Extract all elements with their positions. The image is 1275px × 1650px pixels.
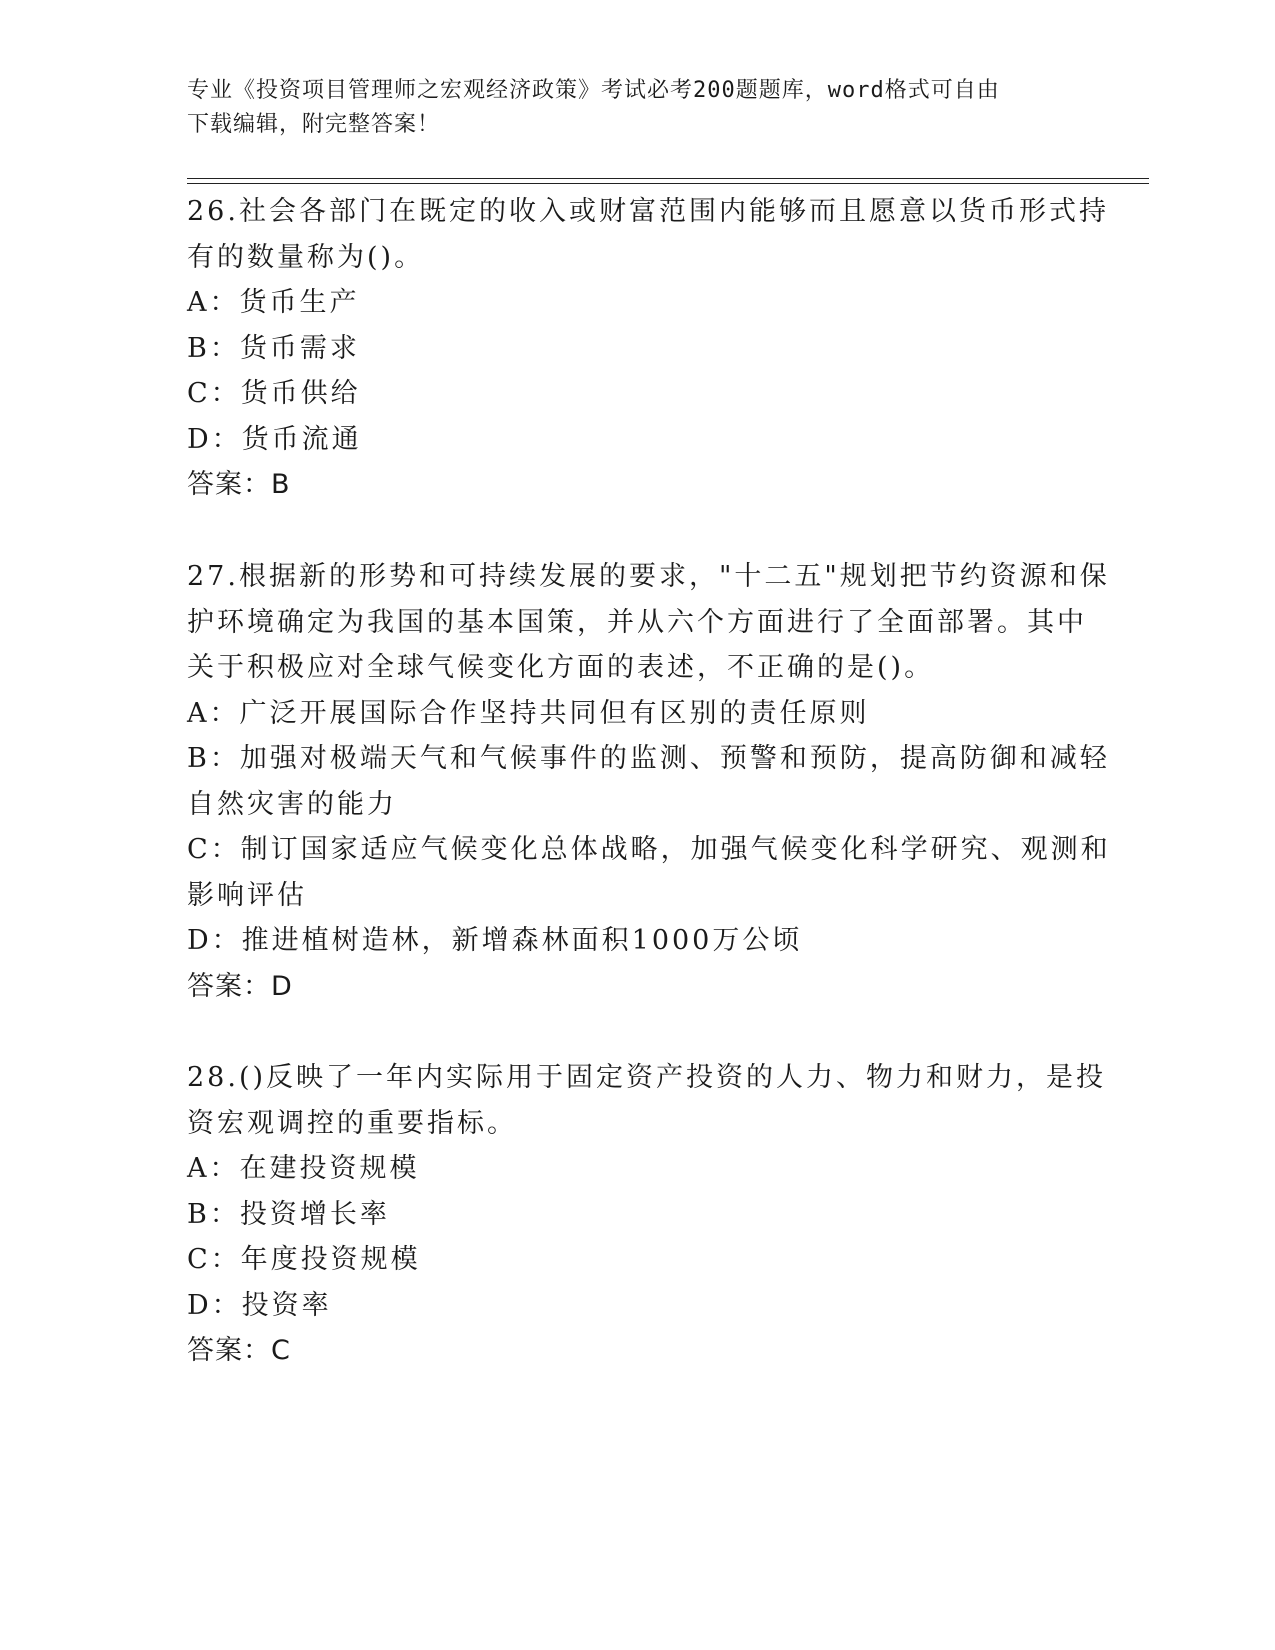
option-a: A：货币生产 xyxy=(187,287,360,318)
header-divider xyxy=(187,183,1149,184)
question-stem-line: 护环境确定为我国的基本国策，并从六个方面进行了全面部署。其中 xyxy=(187,606,1087,638)
option-b: B：加强对极端天气和气候事件的监测、预警和预防，提高防御和减轻 xyxy=(187,743,1110,774)
option-a: A：广泛开展国际合作坚持共同但有区别的责任原则 xyxy=(187,697,870,729)
option-d: D：推进植树造林，新增森林面积1000万公顷 xyxy=(187,925,803,956)
option-b: B：货币需求 xyxy=(187,332,360,364)
option-b-continued: 自然灾害的能力 xyxy=(187,788,397,820)
option-d: D：投资率 xyxy=(187,1289,332,1321)
document-header xyxy=(187,74,1087,142)
option-c-continued: 影响评估 xyxy=(187,879,307,911)
question-stem-line: 26.社会各部门在既定的收入或财富范围内能够而且愿意以货币形式持 xyxy=(187,196,1109,227)
answer-line: 答案：B xyxy=(187,469,291,500)
question-stem-line: 27.根据新的形势和可持续发展的要求，"十二五"规划把节约资源和保 xyxy=(187,561,1110,592)
question-block xyxy=(187,189,1109,508)
option-c: C：制订国家适应气候变化总体战略，加强气候变化科学研究、观测和 xyxy=(187,834,1111,865)
option-d: D：货币流通 xyxy=(187,423,362,455)
option-b: B：投资增长率 xyxy=(187,1198,390,1230)
answer-line: 答案：D xyxy=(187,970,293,1002)
header-line: 专业《投资项目管理师之宏观经济政策》考试必考200题题库，word格式可自由 xyxy=(187,78,1000,103)
answer-line: 答案：C xyxy=(187,1335,291,1366)
header-divider xyxy=(187,178,1149,179)
question-stem-line: 关于积极应对全球气候变化方面的表述，不正确的是()。 xyxy=(187,652,935,683)
question-stem-line: 28.()反映了一年内实际用于固定资产投资的人力、物力和财力，是投 xyxy=(187,1062,1107,1093)
option-c: C：货币供给 xyxy=(187,378,361,409)
question-stem-line: 有的数量称为()。 xyxy=(187,241,425,273)
header-line: 下载编辑，附完整答案！ xyxy=(187,112,441,137)
question-stem-line: 资宏观调控的重要指标。 xyxy=(187,1107,517,1139)
question-block xyxy=(187,554,1111,1009)
question-block xyxy=(187,1055,1107,1374)
option-a: A：在建投资规模 xyxy=(187,1153,420,1184)
option-c: C：年度投资规模 xyxy=(187,1244,421,1275)
